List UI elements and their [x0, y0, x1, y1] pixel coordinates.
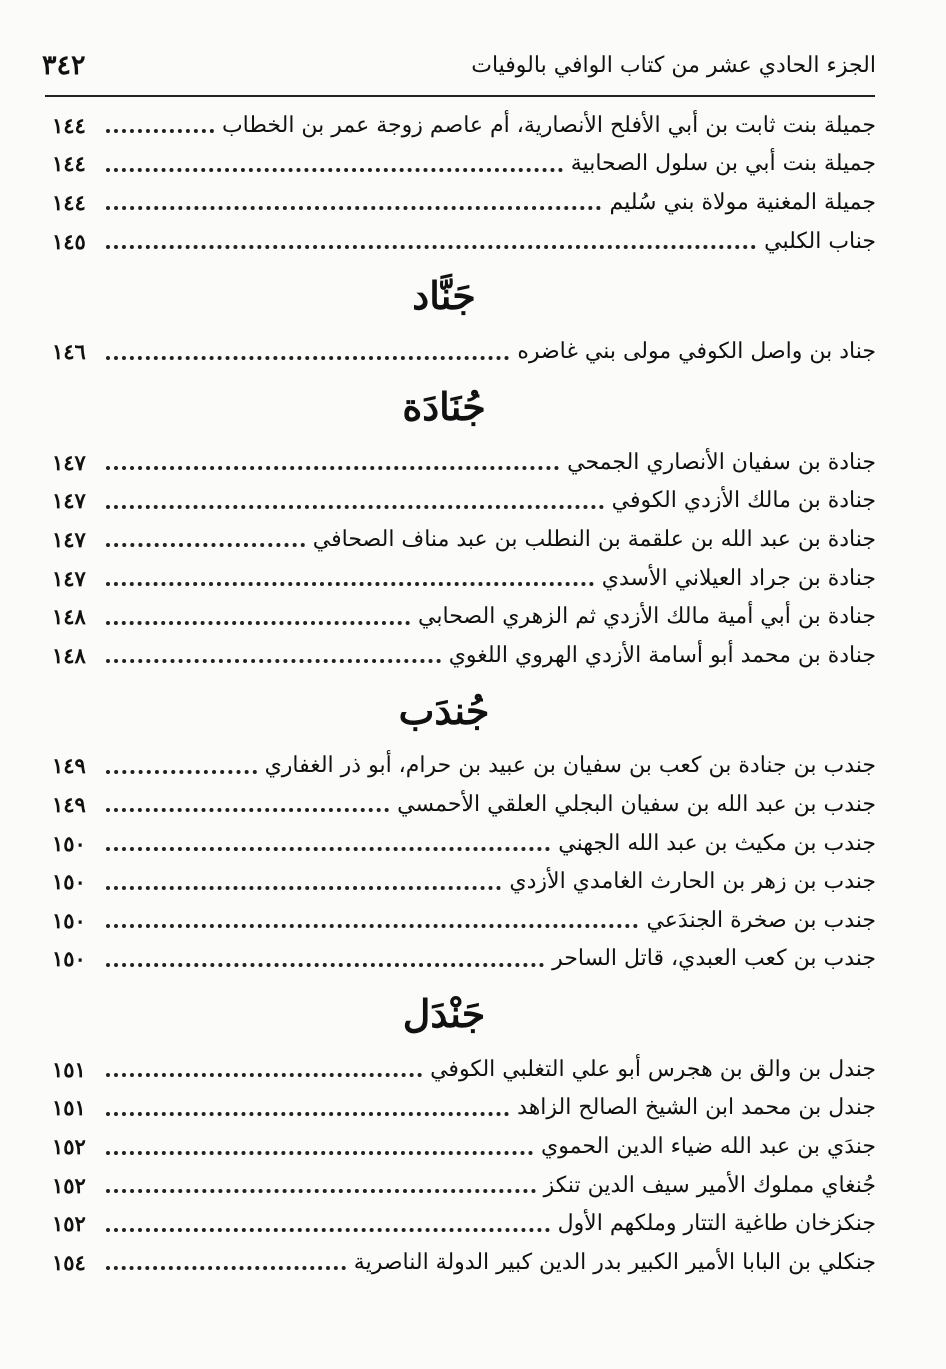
dot-leader: [106, 808, 389, 812]
entry-page-number: ١٥٢: [52, 1172, 86, 1198]
index-entry: [52, 482, 876, 521]
entry-name: جنكلي بن البابا الأمير الكبير بدر الدين كبير الدولة الناصرية: [353, 1249, 876, 1275]
entry-name: جميلة بنت ثابت بن أبي الأفلح الأنصارية، أم عاصم زوجة عمر بن الخطاب: [221, 112, 876, 138]
dot-leader: [106, 206, 601, 210]
index-entry: [52, 1050, 876, 1089]
dot-leader: [106, 356, 509, 360]
dot-leader: [106, 847, 550, 851]
dot-leader: [106, 1073, 422, 1077]
index-entry: [52, 824, 876, 863]
entry-page-number: ١٤٨: [52, 642, 86, 668]
dot-leader: [106, 659, 441, 663]
entry-page-number: ١٥١: [52, 1056, 86, 1082]
page-number: ٣٤٢: [42, 49, 86, 81]
entry-name: جندل بن والق بن هجرس أبو علي التغلبي الكوفي: [430, 1056, 876, 1082]
entry-name: جندل بن محمد ابن الشيخ الصالح الزاهد: [517, 1095, 876, 1121]
index-entry: [52, 222, 876, 261]
index-entry: [52, 785, 876, 824]
running-title: الجزء الحادي عشر من كتاب الوافي بالوفيات: [471, 52, 876, 78]
dot-leader: [106, 129, 214, 133]
dot-leader: [106, 466, 559, 470]
dot-leader: [106, 543, 305, 547]
entry-page-number: ١٤٧: [52, 526, 86, 552]
entry-name: جندب بن زهر بن الحارث الغامدي الأزدي: [509, 869, 876, 895]
entry-name: جندب بن جنادة بن كعب بن سفيان بن عبيد بن حرام، أبو ذر الغفاري: [264, 753, 876, 779]
index-entry: [52, 520, 876, 559]
dot-leader: [106, 582, 594, 586]
dot-leader: [106, 924, 638, 928]
entry-page-number: ١٥٢: [52, 1211, 86, 1237]
entry-page-number: ١٤٧: [52, 449, 86, 475]
dot-leader: [106, 505, 604, 509]
entry-page-number: ١٤٤: [52, 189, 86, 215]
index-entry: [52, 1243, 876, 1282]
entry-page-number: ١٤٤: [52, 112, 86, 138]
dot-leader: [106, 621, 410, 625]
index-entry: [52, 1127, 876, 1166]
section-heading: جَنَّاد: [412, 273, 476, 319]
section-heading: جُندَب: [398, 687, 490, 733]
entry-name: جنادة بن سفيان الأنصاري الجمحي: [567, 449, 876, 475]
index-entry: [52, 559, 876, 598]
index-entry: [52, 901, 876, 940]
entry-page-number: ١٥٤: [52, 1249, 86, 1275]
entry-name: جندب بن عبد الله بن سفيان البجلي العلقي الأحمسي: [397, 791, 876, 817]
section-heading: جَنْدَل: [402, 991, 486, 1037]
entry-name: جندب بن كعب العبدي، قاتل الساحر: [552, 946, 876, 972]
dot-leader: [106, 245, 756, 249]
dot-leader: [106, 1266, 346, 1270]
page-header: [42, 42, 876, 88]
index-entry: [52, 636, 876, 675]
index-list: [52, 106, 876, 1282]
dot-leader: [106, 1112, 509, 1116]
index-entry: [52, 1089, 876, 1128]
entry-name: جنادة بن محمد أبو أسامة الأزدي الهروي اللغوي: [448, 642, 876, 668]
entry-name: جميلة بنت أبي بن سلول الصحابية: [570, 151, 876, 177]
header-rule: [45, 95, 875, 97]
entry-page-number: ١٤٧: [52, 565, 86, 591]
entry-page-number: ١٥٠: [52, 869, 86, 895]
index-entry: [52, 183, 876, 222]
entry-name: جنكزخان طاغية التتار وملكهم الأول: [557, 1211, 876, 1237]
entry-page-number: ١٤٨: [52, 604, 86, 630]
entry-page-number: ١٤٩: [52, 753, 86, 779]
index-entry: [52, 747, 876, 786]
entry-page-number: ١٥٠: [52, 946, 86, 972]
entry-page-number: ١٥٠: [52, 907, 86, 933]
entry-name: جندب بن صخرة الجندَعي: [646, 907, 876, 933]
index-entry: [52, 940, 876, 979]
entry-page-number: ١٥٠: [52, 830, 86, 856]
dot-leader: [106, 886, 501, 890]
entry-page-number: ١٥٢: [52, 1134, 86, 1160]
index-entry: [52, 1166, 876, 1205]
entry-name: جنادة بن مالك الأزدي الكوفي: [611, 488, 876, 514]
entry-page-number: ١٤٤: [52, 151, 86, 177]
dot-leader: [106, 1189, 536, 1193]
index-entry: [52, 443, 876, 482]
index-entry: [52, 106, 876, 145]
entry-name: جناد بن واصل الكوفي مولى بني غاضره: [517, 339, 876, 365]
dot-leader: [106, 1151, 533, 1155]
index-entry: [52, 1204, 876, 1243]
dot-leader: [106, 168, 563, 172]
entry-page-number: ١٤٦: [52, 339, 86, 365]
entry-page-number: ١٥١: [52, 1095, 86, 1121]
entry-name: جُنغاي مملوك الأمير سيف الدين تنكز: [543, 1172, 876, 1198]
entry-name: جنادة بن أبي أمية مالك الأزدي ثم الزهري الصحابي: [418, 604, 876, 630]
entry-name: جنادة بن جراد العيلاني الأسدي: [601, 565, 876, 591]
dot-leader: [106, 963, 544, 967]
index-entry: [52, 145, 876, 184]
entry-name: جناب الكلبي: [764, 228, 876, 254]
index-entry: [52, 597, 876, 636]
entry-page-number: ١٤٩: [52, 791, 86, 817]
index-entry: [52, 862, 876, 901]
section-heading: جُنَادَة: [402, 383, 486, 429]
entry-name: جميلة المغنية مولاة بني سُليم: [609, 189, 876, 215]
dot-leader: [106, 770, 257, 774]
entry-page-number: ١٤٧: [52, 488, 86, 514]
entry-name: جندَي بن عبد الله ضياء الدين الحموي: [541, 1134, 876, 1160]
entry-page-number: ١٤٥: [52, 228, 86, 254]
entry-name: جنادة بن عبد الله بن علقمة بن النطلب بن عبد مناف الصحافي: [312, 526, 876, 552]
index-entry: [52, 332, 876, 371]
dot-leader: [106, 1228, 550, 1232]
entry-name: جندب بن مكيث بن عبد الله الجهني: [558, 830, 876, 856]
